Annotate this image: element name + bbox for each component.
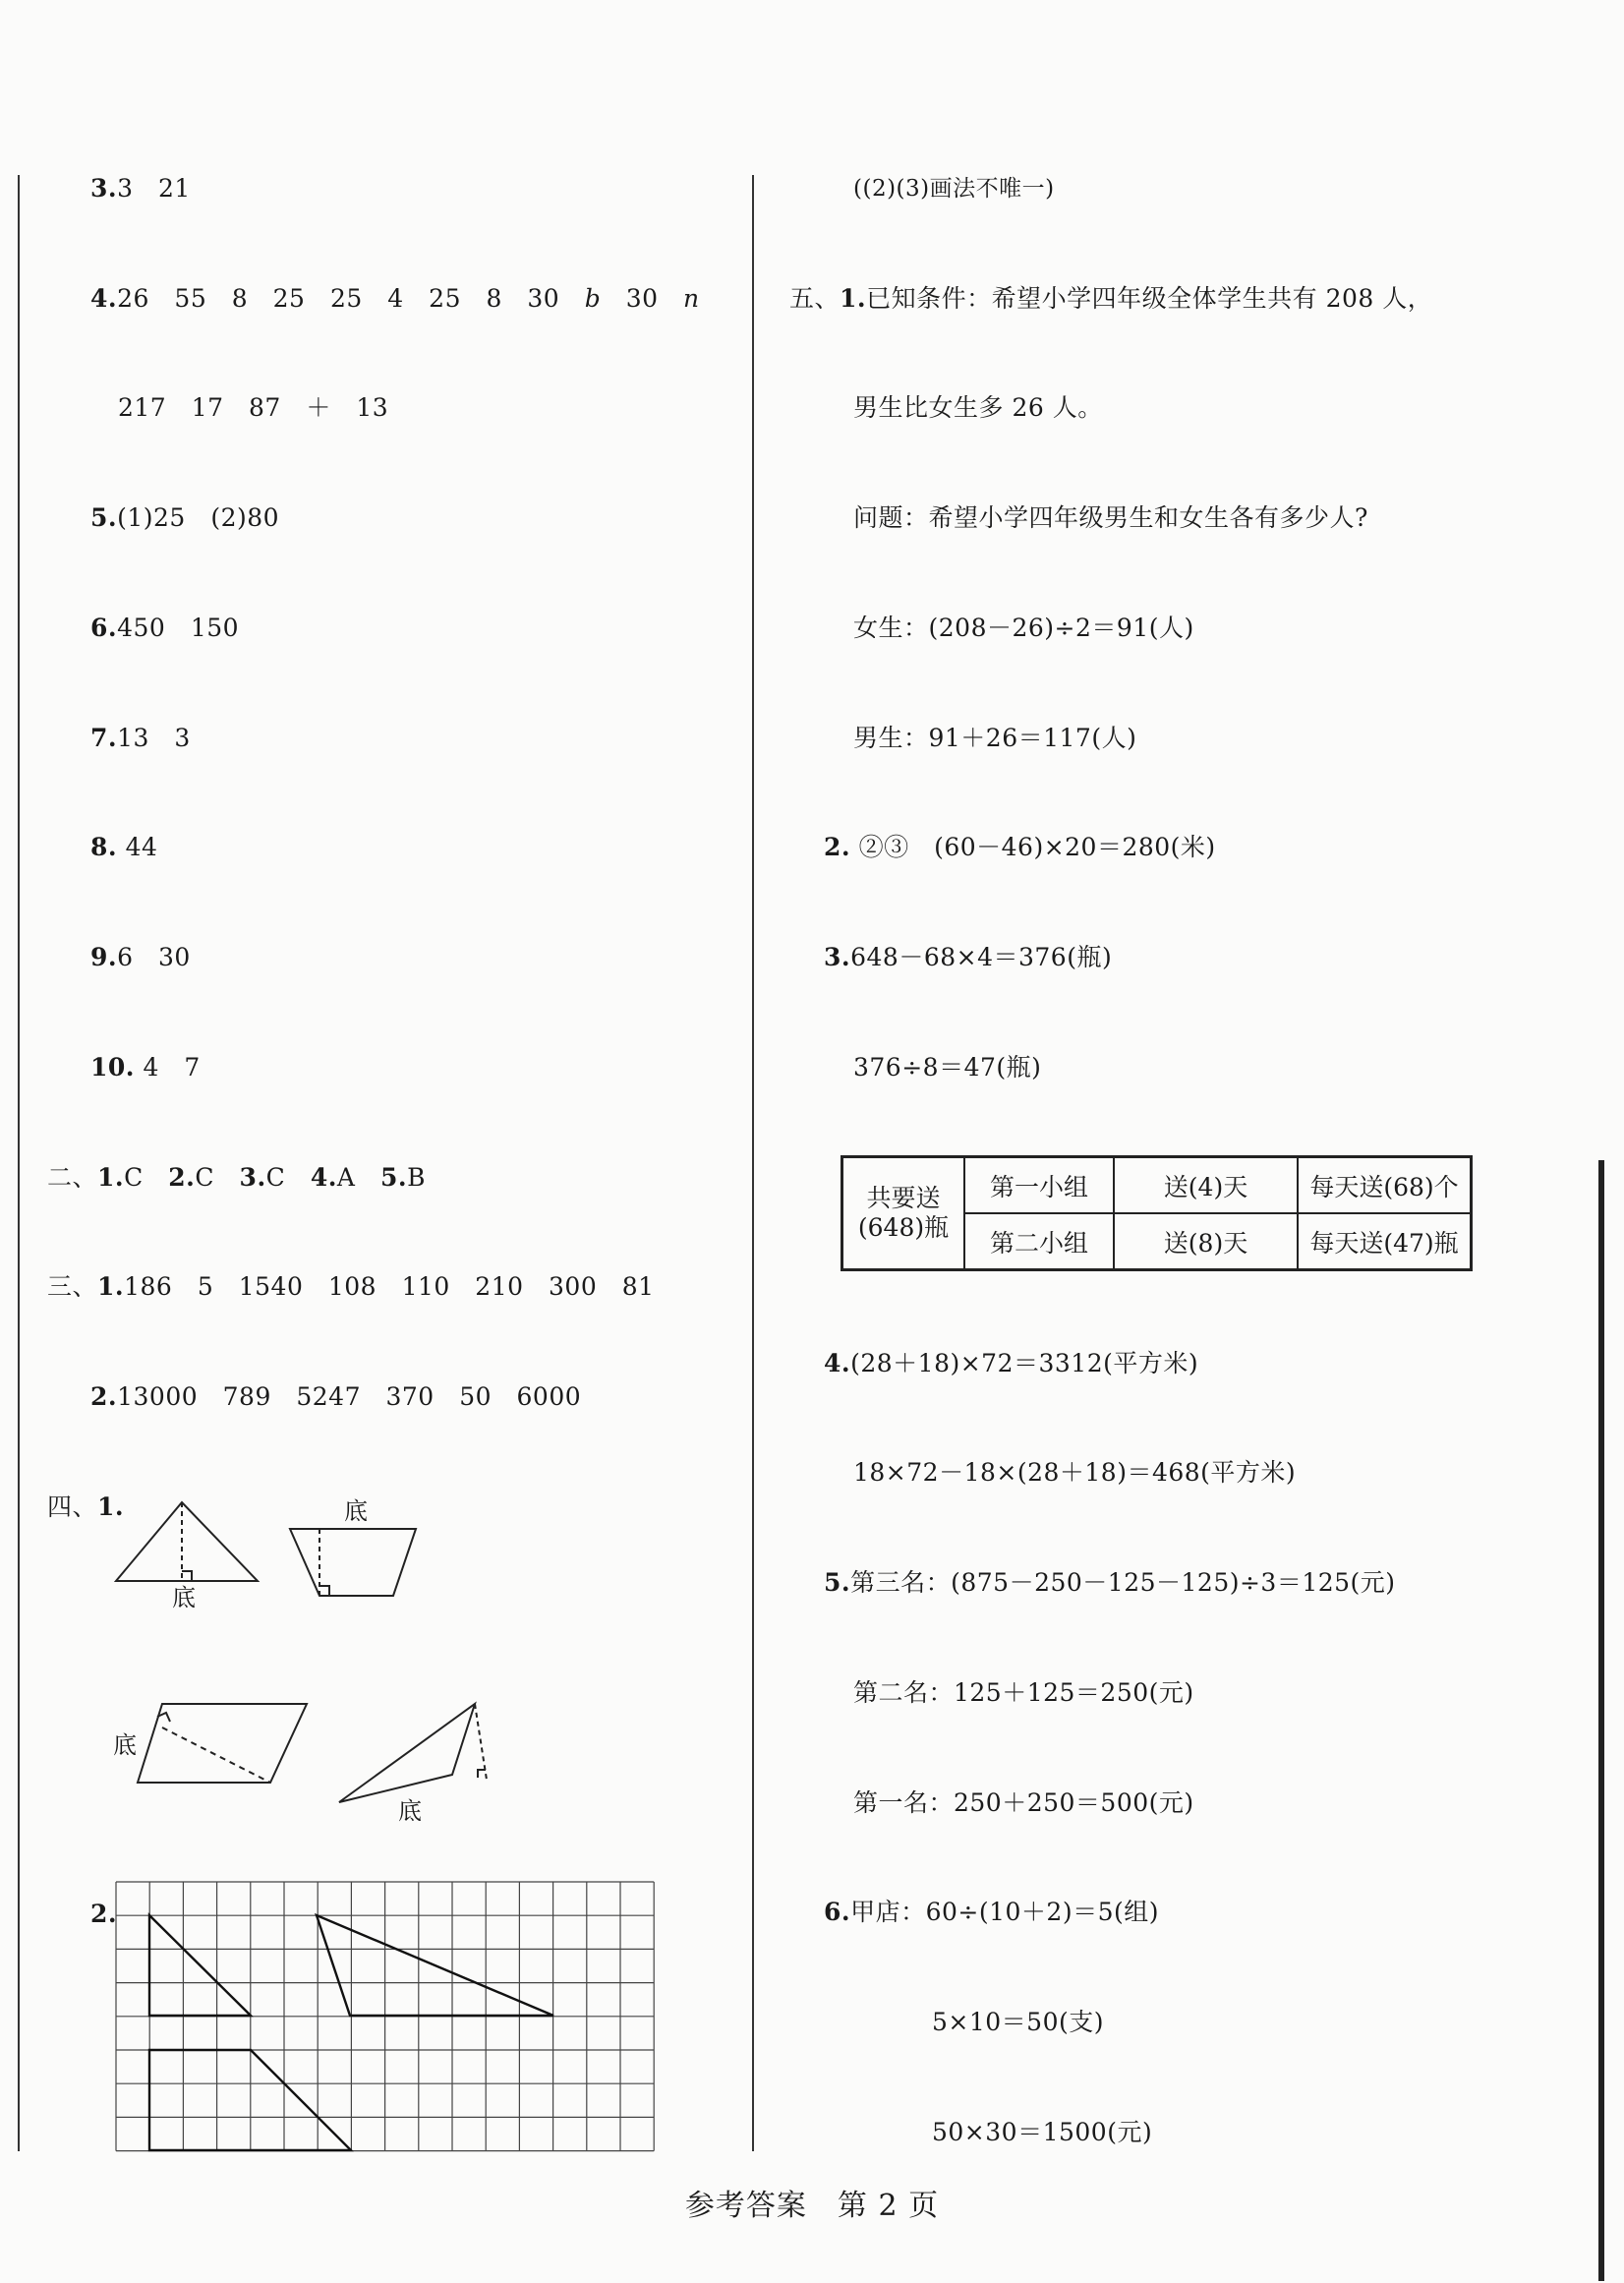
section-3-answer-1: 三、1.186 5 1540 108 110 210 300 81: [47, 1272, 655, 1301]
obtuse-triangle-base-label: 底: [398, 1797, 422, 1825]
answer-5-6a: 6.甲店：60÷(10＋2)＝5(组): [824, 1898, 1160, 1926]
answer-1-9: 9.6 30: [90, 943, 191, 971]
table-total-value: (648)瓶: [857, 1213, 950, 1242]
answer-1-10: 10. 4 7: [90, 1053, 201, 1082]
answer-5-6c: 50×30＝1500(元): [932, 2118, 1153, 2146]
trapezoid-altitude-figure: [290, 1529, 416, 1596]
answer-5-1-girls: 女生：(208－26)÷2＝91(人): [853, 614, 1194, 642]
answer-1-5: 5.(1)25 (2)80: [90, 503, 280, 532]
table-cell: 每天送(68)个: [1298, 1157, 1472, 1214]
answer-5-1-given-cont: 男生比女生多 26 人。: [853, 393, 1103, 422]
page-footer: 参考答案 第 2 页: [684, 2189, 940, 2223]
obtuse-triangle-altitude-figure: [339, 1704, 487, 1802]
section-2-answers: 二、1.C 2.C 3.C 4.A 5.B: [47, 1163, 426, 1192]
answer-5-2: 2. ②③ (60－46)×20＝280(米): [824, 833, 1216, 861]
table-cell: 送(8)天: [1114, 1213, 1298, 1270]
triangle-base-label: 底: [172, 1584, 196, 1611]
answer-1-4-continued: 217 17 87 ＋ 13: [118, 393, 389, 422]
table-cell: 第二小组: [964, 1213, 1114, 1270]
answer-5-1-boys: 男生：91＋26＝117(人): [853, 724, 1137, 752]
table-row: [842, 1157, 1472, 1214]
answer-5-5c: 第一名：250＋250＝500(元): [853, 1788, 1194, 1817]
answer-5-4a: 4.(28＋18)×72＝3312(平方米): [824, 1349, 1199, 1377]
table-total-cell: [842, 1157, 965, 1270]
answer-5-1-given: 五、1.已知条件：希望小学四年级全体学生共有 208 人，: [789, 284, 1433, 313]
triangle-altitude-figure: [116, 1502, 258, 1581]
answer-1-4: 4.26 55 8 25 25 4 25 8 30 b 30 n: [90, 284, 700, 313]
section-4-answer-1: 四、1.: [47, 1493, 125, 1521]
answer-5-4b: 18×72－18×(28＋18)＝468(平方米): [853, 1458, 1297, 1487]
answer-1-7: 7.13 3: [90, 724, 191, 752]
answer-5-3a: 3.648－68×4＝376(瓶): [824, 943, 1113, 971]
answer-1-8: 8. 44: [90, 833, 158, 861]
section-3-answer-2: 2.13000 789 5247 370 50 6000: [90, 1382, 582, 1411]
answer-5-3b: 376÷8＝47(瓶): [853, 1053, 1042, 1082]
trapezoid-base-label: 底: [344, 1497, 368, 1525]
table-cell: 每天送(47)瓶: [1298, 1213, 1472, 1270]
answer-5-5a: 5.第三名：(875－250－125－125)÷3＝125(元): [824, 1568, 1396, 1597]
parallelogram-base-label: 底: [113, 1731, 137, 1759]
drawing-note: ((2)(3)画法不唯一): [853, 176, 1055, 202]
answer-5-6b: 5×10＝50(支): [932, 2008, 1104, 2036]
answer-1-3: 3.3 21: [90, 174, 191, 203]
answer-5-1-question: 问题：希望小学四年级男生和女生各有多少人?: [853, 503, 1368, 532]
parallelogram-altitude-figure: [138, 1704, 307, 1783]
table-cell: 第一小组: [964, 1157, 1114, 1214]
delivery-table: [841, 1155, 1473, 1271]
section-4-answer-2: 2.: [90, 1900, 118, 1928]
answer-1-6: 6.450 150: [90, 614, 240, 642]
answer-5-5b: 第二名：125＋125＝250(元): [853, 1678, 1194, 1707]
table-total-label: 共要送: [866, 1184, 941, 1212]
table-cell: 送(4)天: [1114, 1157, 1298, 1214]
